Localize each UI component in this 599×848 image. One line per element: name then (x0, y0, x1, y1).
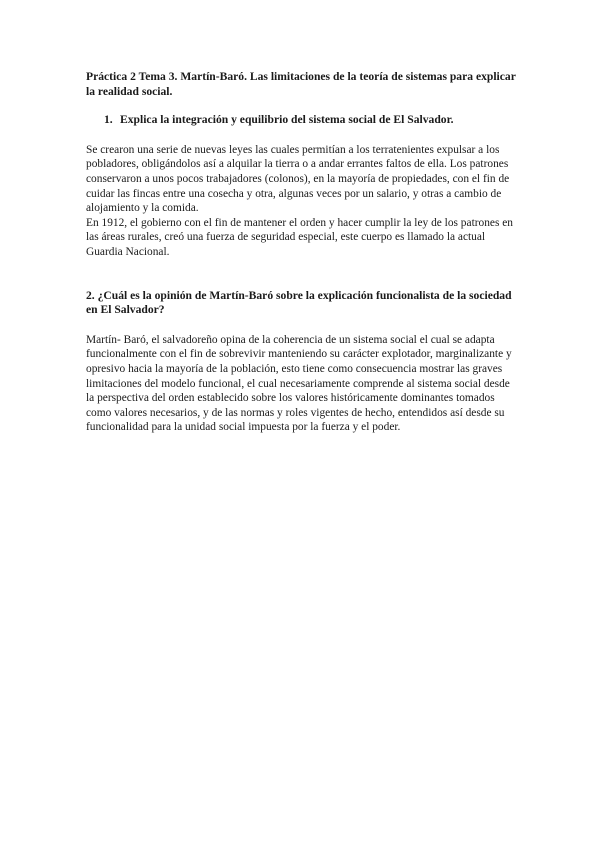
question-1-number: 1. (104, 113, 113, 127)
answer-2 (86, 333, 518, 435)
answer-1-paragraph-2: En 1912, el gobierno con el fin de mantener el orden y hacer cumplir la ley de los patrones en las áreas rurales, creó una fuerza de seguridad especial, este cuerpo es llamado la actual Guardia Nacional. (86, 216, 513, 258)
answer-1-paragraph-1: Se crearon una serie de nuevas leyes las cuales permitían a los terratenientes expulsar a los pobladores, obligándolos así a alquilar la tierra o a andar errantes faltos de ella. Los patrones conservaron a unos pocos trabajadores (colonos), en la mayoría de propiedades, con el fin de cuidar las fincas entre una cosecha y otra, algunas veces por un salario, y otras a cambio de alojamiento y la comida. (86, 143, 510, 215)
answer-2-paragraph-1: Martín- Baró, el salvadoreño opina de la coherencia de un sistema social el cual se adapta funcionalmente con el fin de sobrevivir manteniendo su carácter explotador, marginalizante y opresivo hacia la mayoría de la población, esto tiene como consecuencia mostrar las graves limitaciones del modelo funcional, el cual necesariamente comprende al sistema social desde la perspectiva del orden establecido sobre los valores históricamente dominantes tomados como valores necesarios, y de las normas y roles vigentes de hecho, entendidos así desde su funcionalidad para la unidad social impuesta por la fuerza y el poder. (86, 333, 512, 434)
answer-1 (86, 143, 518, 260)
document-body (86, 70, 518, 435)
question-2-heading: 2. ¿Cuál es la opinión de Martín-Baró sobre la explicación funcionalista de la sociedad en El Salvador? (86, 288, 512, 317)
question-1-text: Explica la integración y equilibrio del sistema social de El Salvador. (120, 113, 454, 127)
document-title: Práctica 2 Tema 3. Martín-Baró. Las limitaciones de la teoría de sistemas para explicar la realidad social. (86, 70, 516, 98)
question-1-heading (86, 113, 518, 128)
